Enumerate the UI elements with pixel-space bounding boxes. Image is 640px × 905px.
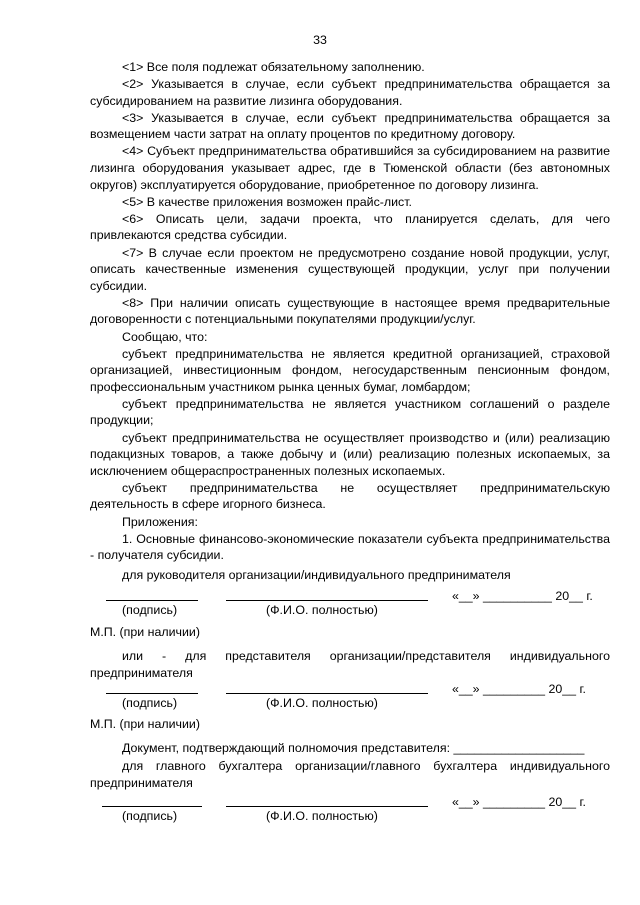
fio-label-head: (Ф.И.О. полностью) xyxy=(266,603,378,617)
attachments-title: Приложения: xyxy=(122,514,198,529)
signature-label-head: (подпись) xyxy=(122,603,178,617)
fio-label-rep: (Ф.И.О. полностью) xyxy=(266,696,378,710)
statement-1: субъект предпринимательства не является кредитной организацией, страховой организацией, инвестиционным фондом, негосударственным пенсионным фондом, профессиональным участником рынка ценных бумаг, ломбардом; xyxy=(90,346,610,394)
signature-line-rep[interactable] xyxy=(106,693,198,694)
fio-line-rep[interactable] xyxy=(226,693,428,694)
stamp-label-rep: М.П. (при наличии) xyxy=(90,717,200,731)
rep-document-text[interactable]: Документ, подтверждающий полномочия представителя: ___________________ xyxy=(122,741,585,755)
stamp-label-head: М.П. (при наличии) xyxy=(90,625,200,639)
footnote-2: <2> Указывается в случае, если субъект предпринимательства обращается за субсидированием на развитие лизинга оборудования. xyxy=(90,77,610,108)
signature-line-accountant[interactable] xyxy=(102,806,202,807)
fio-line-accountant[interactable] xyxy=(226,806,428,807)
footnote-7: <7> В случае если проектом не предусмотрено создание новой продукции, услуг, описать качественные изменения существующей продукции, услуг при получении субсидии. xyxy=(90,245,610,293)
signature-line-head[interactable] xyxy=(106,600,198,601)
footnote-5: <5> В качестве приложения возможен прайс-лист. xyxy=(122,194,412,209)
inform-heading: Сообщаю, что: xyxy=(122,329,208,344)
for-accountant-text: для главного бухгалтера организации/главного бухгалтера индивидуального предпринимателя xyxy=(90,759,610,790)
statement-3: субъект предпринимательства не осуществляет производство и (или) реализацию подакцизных товаров, а также добычу и (или) реализацию полезных ископаемых, за исключением общераспространенных полезных ископаемых. xyxy=(90,430,610,478)
fio-line-head[interactable] xyxy=(226,600,428,601)
footnote-6: <6> Описать цели, задачи проекта, что планируется сделать, для чего привлекаются средства субсидии. xyxy=(90,211,610,243)
fio-label-accountant: (Ф.И.О. полностью) xyxy=(266,809,378,823)
statement-2: субъект предпринимательства не является участником соглашений о разделе продукции; xyxy=(90,396,610,428)
signature-label-rep: (подпись) xyxy=(122,696,178,710)
for-head-text: для руководителя организации/индивидуального предпринимателя xyxy=(122,568,511,582)
date-field-head[interactable]: «__» __________ 20__ г. xyxy=(452,589,593,603)
document-body xyxy=(90,59,610,564)
signature-label-accountant: (подпись) xyxy=(122,809,178,823)
footnote-4: <4> Субъект предпринимательства обратившийся за субсидированием на развитие лизинга оборудования указывает адрес, где в Тюменской области (без автономных округов) эксплуатируется оборудование, приобретенное по договору лизинга. xyxy=(90,144,610,192)
footnote-3: <3> Указывается в случае, если субъект предпринимательства обращается за возмещением части затрат на оплату процентов по кредитному договору. xyxy=(90,110,610,142)
statement-4: субъект предпринимательства не осуществляет предпринимательскую деятельность в сфере игорного бизнеса. xyxy=(90,480,610,512)
attachment-1: 1. Основные финансово-экономические показатели субъекта предпринимательства - получателя субсидии. xyxy=(90,531,610,563)
page-number: 33 xyxy=(313,33,327,47)
or-rep-text: или - для представителя организации/представителя индивидуального предпринимателя xyxy=(90,649,610,680)
footnote-1: <1> Все поля подлежат обязательному заполнению. xyxy=(122,60,425,74)
footnote-8: <8> При наличии описать существующие в настоящее время предварительные договоренности с потенциальными покупателями продукции/услуг. xyxy=(90,295,610,327)
date-field-accountant[interactable]: «__» _________ 20__ г. xyxy=(452,795,586,809)
date-field-rep[interactable]: «__» _________ 20__ г. xyxy=(452,682,586,696)
